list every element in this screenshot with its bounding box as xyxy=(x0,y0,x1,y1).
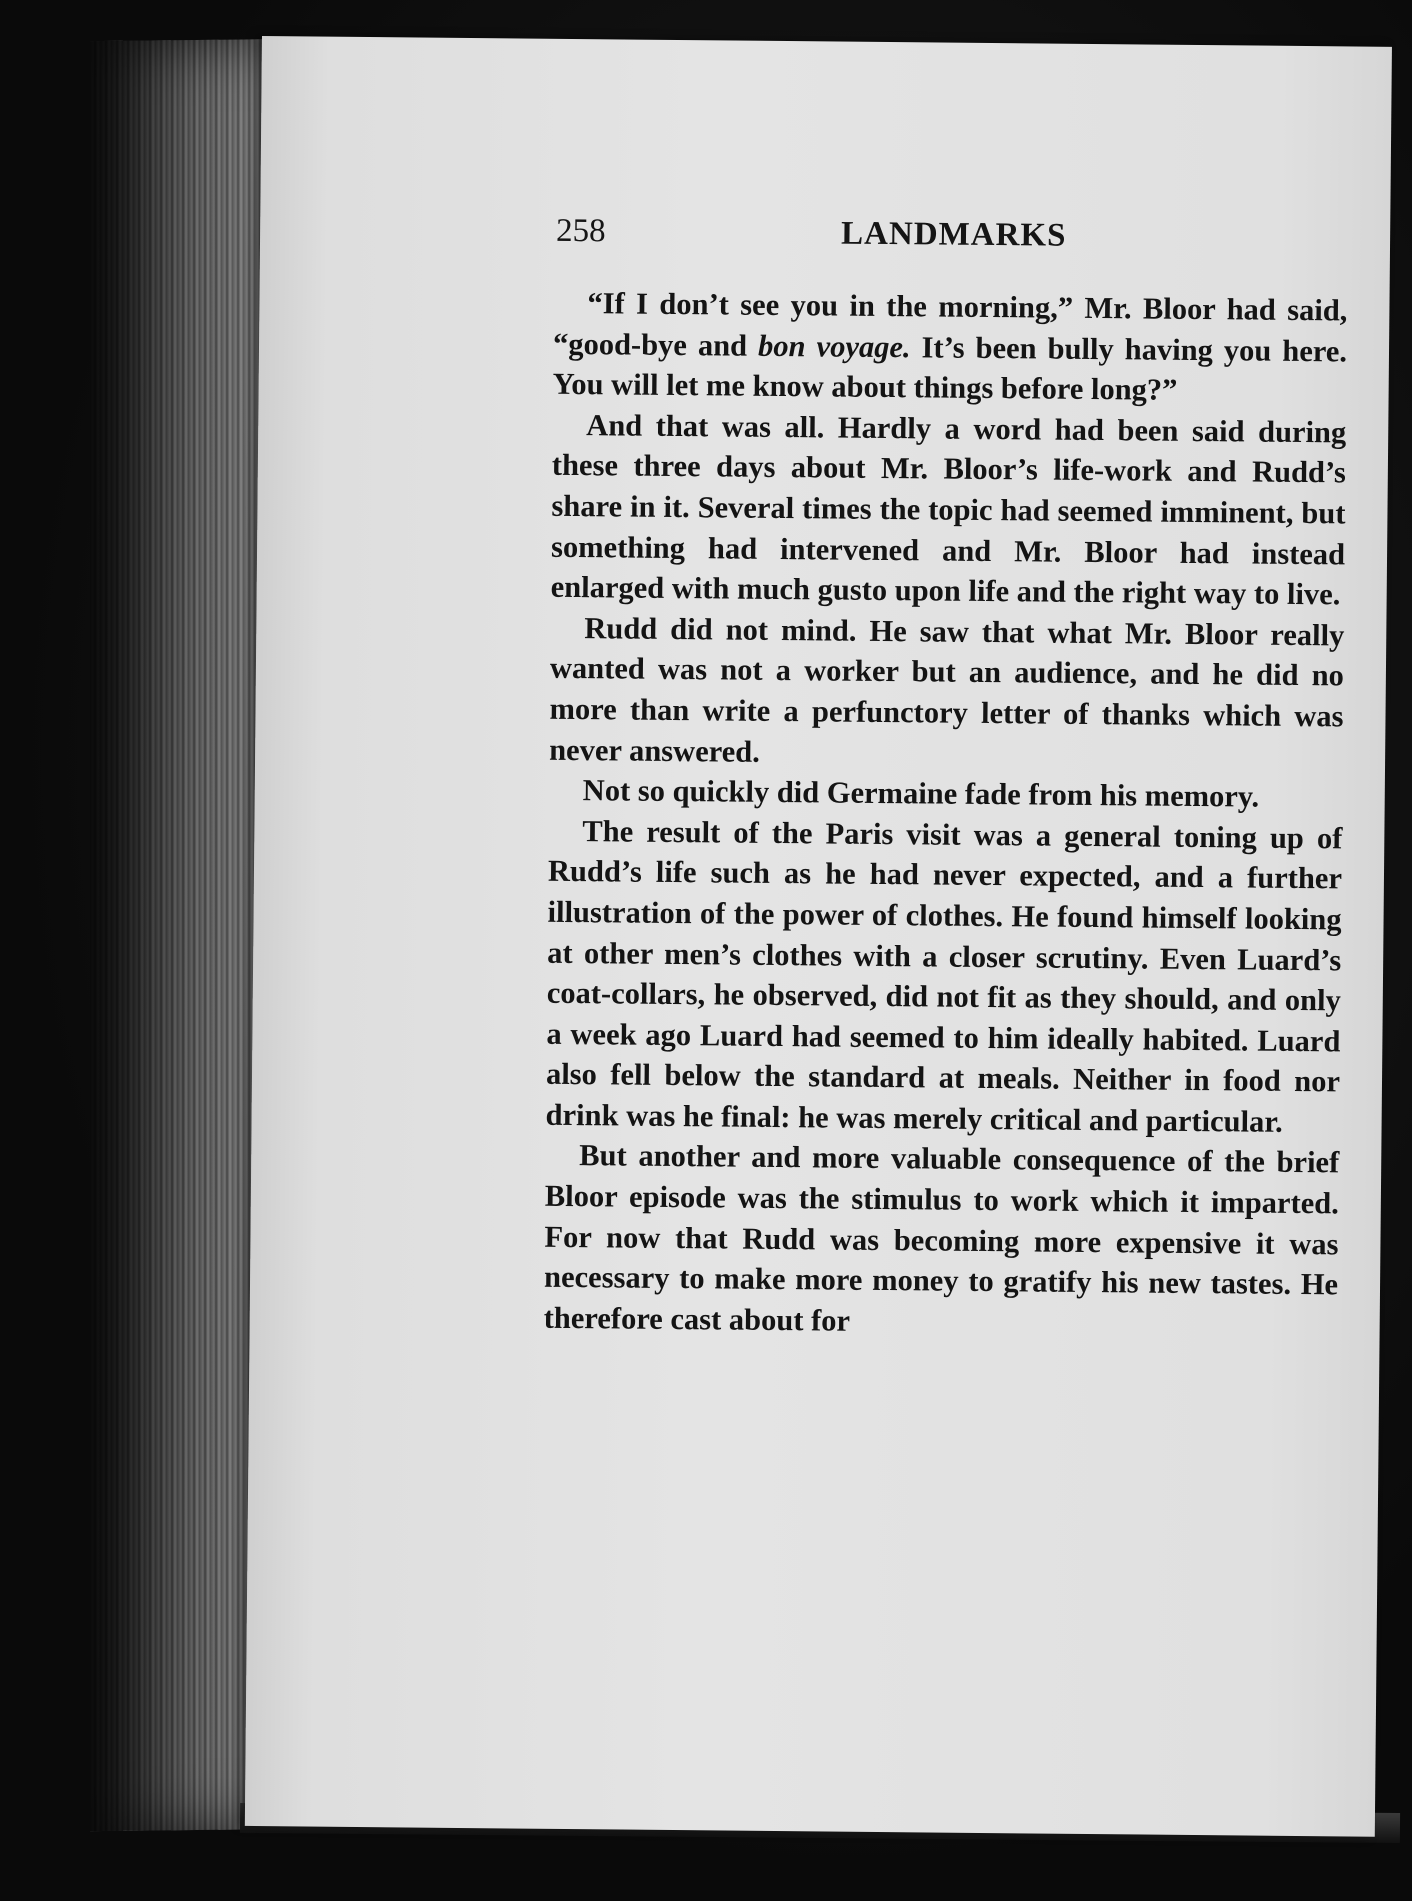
paragraph-1-text-b: It’s been bully having you here. You will let me know about things before long?” xyxy=(552,329,1348,407)
paragraph-1 xyxy=(552,283,1347,412)
body-text xyxy=(544,283,1348,1346)
book-title: LANDMARKS xyxy=(840,215,1067,254)
book-page xyxy=(245,36,1392,1837)
paragraph-1-italic: bon voyage. xyxy=(757,328,911,364)
page-number: 258 xyxy=(555,212,606,250)
paragraph-4: Not so quickly did Germaine fade from his memory. xyxy=(582,773,1260,814)
paragraph-3: Rudd did not mind. He saw that what Mr. Bloor really wanted was not a worker but an audience, and he did no more than write a perfunctory letter of thanks which was never answered. xyxy=(549,610,1345,769)
paragraph-1-text-a: “If I don’t see you in the morning,” Mr. Bloor had said, “good-bye and xyxy=(552,286,1348,363)
paragraph-2: And that was all. Hardly a word had been said during these three days about Mr. Bloor’s life-work and Rudd’s share in it. Several times the topic had seemed imminent, but something had intervened and Mr. Bloor had instead enlarged with much gusto upon life and the right way to live. xyxy=(550,407,1347,612)
paragraph-6: But another and more valuable consequence of the brief Bloor episode was the stimulus to work which it imparted. For now that Rudd was becoming more expensive it was necessary to make more money to gratify his new tastes. He therefore cast about for xyxy=(543,1138,1340,1338)
running-head xyxy=(555,212,1116,254)
paragraph-5: The result of the Paris visit was a general toning up of Rudd’s life such as he had never expected, and a further illustration of the power of clothes. He found himself looking at other men’s clothes with a closer scrutiny. Even Luard’s coat-collars, he observed, did not fit as they should, and only a week ago Luard had seemed to him ideally habited. Luard also fell below the standard at meals. Neither in food nor drink was he final: he was merely critical and particular. xyxy=(545,813,1343,1139)
